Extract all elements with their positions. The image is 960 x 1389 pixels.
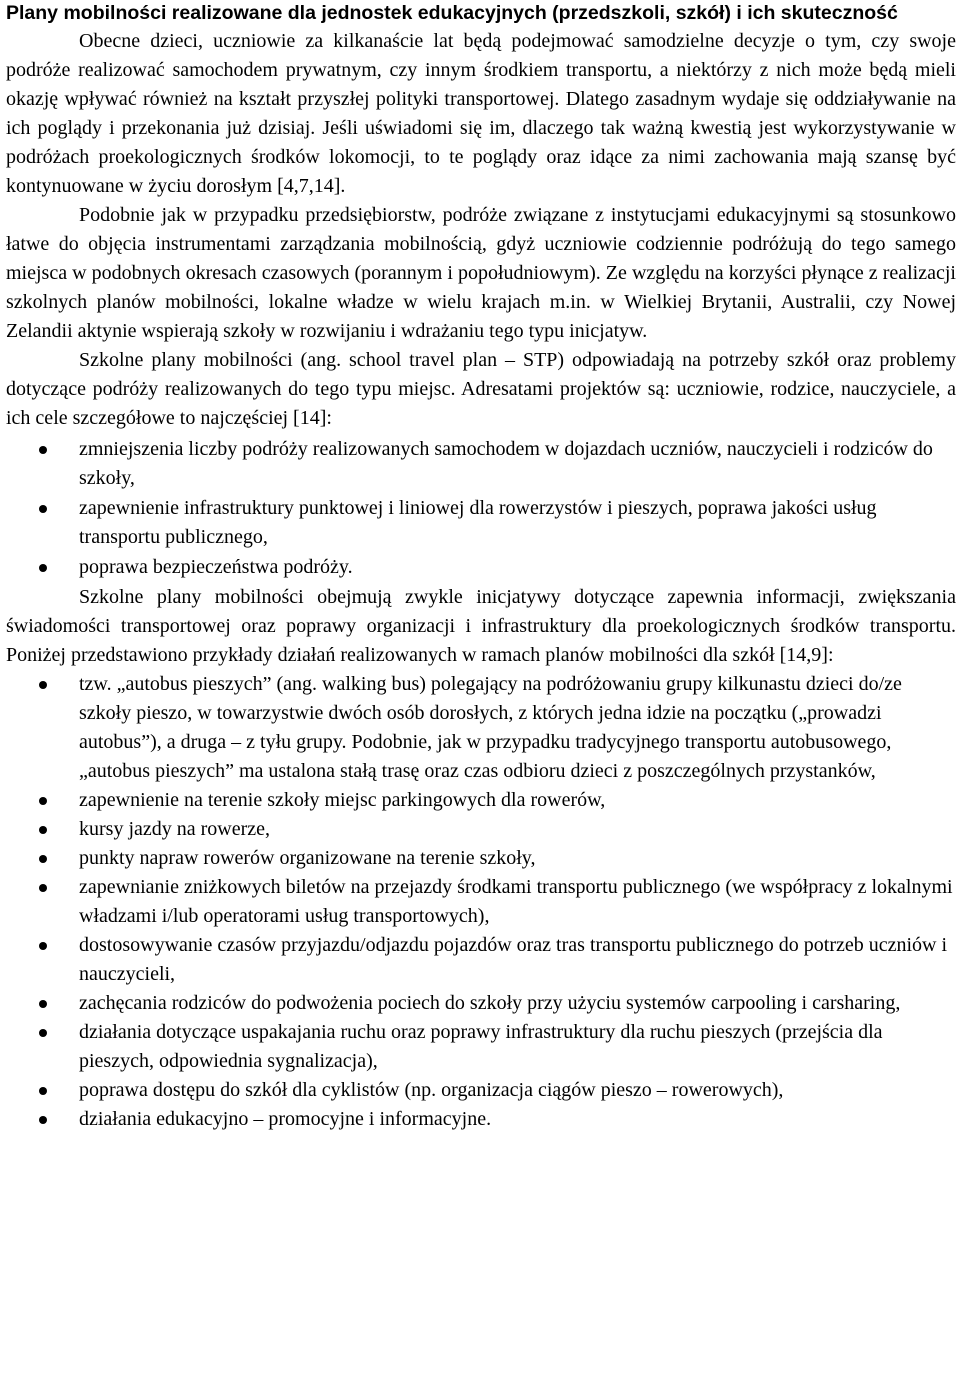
bullet-icon <box>39 681 47 689</box>
list-item-text: dostosowywanie czasów przyjazdu/odjazdu pojazdów oraz tras transportu publicznego do potrzeb uczniów i nauczycieli, <box>79 934 948 985</box>
list-item <box>79 786 956 815</box>
list-item-text: zmniejszenia liczby podróży realizowanych samochodem w dojazdach uczniów, nauczycieli i rodziców do szkoły, <box>79 438 933 489</box>
list-item-text: tzw. „autobus pieszych” (ang. walking bus) polegający na podróżowaniu grupy kilkunastu dzieci do/ze szkoły pieszo, w towarzystwie dwóch osób dorosłych, z których jedna idzie na początku („prowadzi autobus”), a druga – z tyłu grupy. Podobnie, jak w przypadku tradycyjnego transportu autobusowego, „autobus pieszych” ma ustalona stałą trasę oraz czas odbioru dzieci z poszczególnych przystanków, <box>79 673 902 782</box>
list-item <box>79 553 956 582</box>
list-item-text: poprawa bezpieczeństwa podróży. <box>79 556 353 578</box>
list-item-text: zachęcania rodziców do podwożenia pociech do szkoły przy użyciu systemów carpooling i carsharing, <box>79 992 901 1014</box>
bullet-icon <box>39 564 47 572</box>
list-item <box>79 844 956 873</box>
list-item <box>79 815 956 844</box>
list-item <box>79 435 956 493</box>
list-item <box>79 1105 956 1134</box>
bullet-icon <box>39 855 47 863</box>
actions-list <box>6 670 956 1134</box>
paragraph-stp: Szkolne plany mobilności (ang. school travel plan – STP) odpowiadają na potrzeby szkół oraz problemy dotyczące podróży realizowanych do tego typu miejsc. Adresatami projektów są: uczniowie, rodzice, nauczyciele, a ich cele szczegółowe to najczęściej [14]: <box>6 349 956 429</box>
paragraph-initiatives: Szkolne plany mobilności obejmują zwykle inicjatywy dotyczące zapewnia informacji, zwiększania świadomości transportowej oraz poprawy organizacji i infrastruktury dla proekologicznych środków transportu. Poniżej przedstawiono przykłady działań realizowanych w ramach planów mobilności dla szkół [14,9]: <box>6 586 956 666</box>
bullet-icon <box>39 505 47 513</box>
paragraph-intro: Obecne dzieci, uczniowie za kilkanaście lat będą podejmować samodzielne decyzje o tym, czy swoje podróże realizować samochodem prywatnym, czy innym środkiem transportu, a niektórzy z nich może będą mieli okazję wpływać również na kształt przyszłej polityki transportowej. Dlatego zasadnym wydaje się oddziaływanie na ich poglądy i przekonania już dzisiaj. Jeśli uświadomi się im, dlaczego tak ważną kwestią jest wykorzystywanie w podróżach proekologicznych środków lokomocji, to te poglądy oraz idące za nimi zachowania mają szansę być kontynuowane w życiu dorosłym [4,7,14]. <box>6 30 956 197</box>
list-item <box>79 931 956 989</box>
list-item-text: działania edukacyjno – promocyjne i informacyjne. <box>79 1108 492 1130</box>
list-item <box>79 494 956 552</box>
list-item <box>79 670 956 786</box>
bullet-icon <box>39 1087 47 1095</box>
bullet-icon <box>39 797 47 805</box>
bullet-icon <box>39 826 47 834</box>
list-item-text: punkty napraw rowerów organizowane na terenie szkoły, <box>79 847 536 869</box>
bullet-icon <box>39 1029 47 1037</box>
list-item-text: zapewnienie infrastruktury punktowej i liniowej dla rowerzystów i pieszych, poprawa jakości usług transportu publicznego, <box>79 497 877 548</box>
list-item-text: poprawa dostępu do szkół dla cyklistów (np. organizacja ciągów pieszo – rowerowych), <box>79 1079 784 1101</box>
document-page <box>6 0 956 1134</box>
goals-list <box>6 435 956 582</box>
list-item <box>79 873 956 931</box>
list-item-text: działania dotyczące uspakajania ruchu oraz poprawy infrastruktury dla ruchu pieszych (przejścia dla pieszych, odpowiednia sygnalizacja), <box>79 1021 883 1072</box>
bullet-icon <box>39 884 47 892</box>
bullet-icon <box>39 1000 47 1008</box>
bullet-icon <box>39 942 47 950</box>
list-item-text: zapewnianie zniżkowych biletów na przejazdy środkami transportu publicznego (we współpracy z lokalnymi władzami i/lub operatorami usług transportowych), <box>79 876 953 927</box>
bullet-icon <box>39 446 47 454</box>
bullet-icon <box>39 1116 47 1124</box>
document-title: Plany mobilności realizowane dla jednostek edukacyjnych (przedszkoli, szkół) i ich skuteczność <box>6 2 898 24</box>
list-item <box>79 989 956 1018</box>
list-item-text: zapewnienie na terenie szkoły miejsc parkingowych dla rowerów, <box>79 789 606 811</box>
paragraph-institutions: Podobnie jak w przypadku przedsiębiorstw, podróże związane z instytucjami edukacyjnymi są stosunkowo łatwe do objęcia instrumentami zarządzania mobilnością, gdyż uczniowie codziennie podróżują do tego samego miejsca w podobnych okresach czasowych (porannym i popołudniowym). Ze względu na korzyści płynące z realizacji szkolnych planów mobilności, lokalne władze w wielu krajach m.in. w Wielkiej Brytanii, Australii, czy Nowej Zelandii aktynie wspierają szkoły w rozwijaniu i wdrażaniu tego typu inicjatyw. <box>6 204 956 342</box>
list-item <box>79 1076 956 1105</box>
list-item-text: kursy jazdy na rowerze, <box>79 818 271 840</box>
list-item <box>79 1018 956 1076</box>
